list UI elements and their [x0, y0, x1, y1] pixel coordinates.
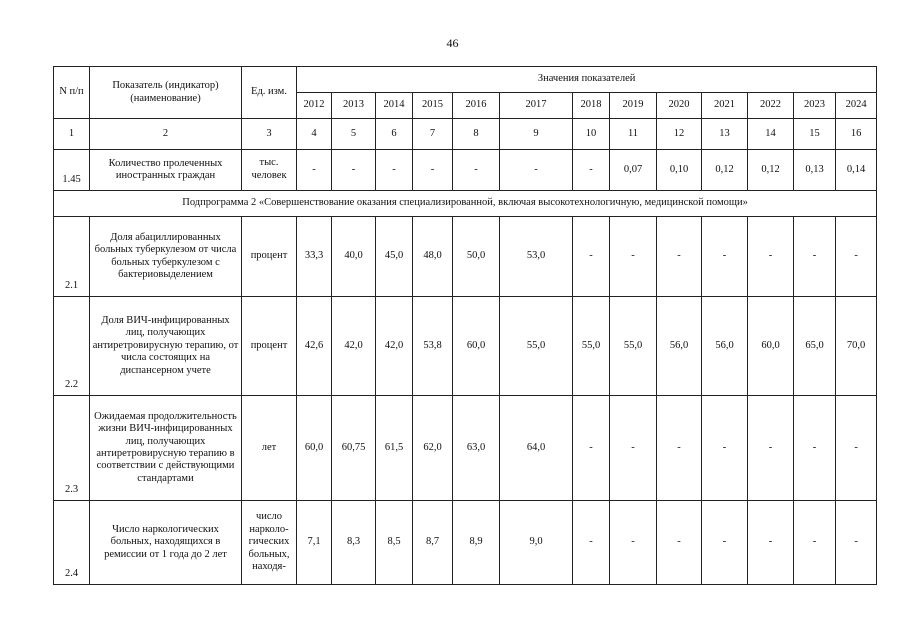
column-number: 10	[573, 119, 610, 150]
year-cell: 2024	[836, 93, 877, 119]
subprogram-row	[54, 191, 877, 217]
header-num: N п/п	[54, 67, 90, 119]
value-cell: -	[573, 150, 610, 191]
value-cell: -	[702, 501, 748, 585]
column-number: 14	[748, 119, 794, 150]
column-number: 6	[376, 119, 413, 150]
value-cell: -	[297, 150, 332, 191]
value-cell: 53,8	[413, 297, 453, 396]
value-cell: 62,0	[413, 396, 453, 501]
value-cell: -	[657, 501, 702, 585]
value-cell: -	[376, 150, 413, 191]
value-cell: 8,7	[413, 501, 453, 585]
value-cell: 60,0	[748, 297, 794, 396]
column-number: 7	[413, 119, 453, 150]
row-number: 2.2	[54, 297, 90, 396]
value-cell: 42,0	[332, 297, 376, 396]
value-cell: 40,0	[332, 217, 376, 297]
column-number: 1	[54, 119, 90, 150]
value-cell: 53,0	[500, 217, 573, 297]
year-cell: 2023	[794, 93, 836, 119]
value-cell: -	[610, 501, 657, 585]
table-row	[54, 150, 877, 191]
header-indicator: Показатель (индикатор) (наименование)	[90, 67, 242, 119]
value-cell: -	[702, 217, 748, 297]
value-cell: 61,5	[376, 396, 413, 501]
value-cell: 60,0	[297, 396, 332, 501]
value-cell: 8,3	[332, 501, 376, 585]
value-cell: 0,14	[836, 150, 877, 191]
value-cell: -	[610, 217, 657, 297]
value-cell: 56,0	[657, 297, 702, 396]
subprogram-title: Подпрограмма 2 «Совершенствование оказания специализированной, включая высокотехнологичную, медицинской помощи»	[54, 191, 877, 217]
year-cell: 2020	[657, 93, 702, 119]
page-number: 46	[446, 36, 459, 50]
value-cell: -	[702, 396, 748, 501]
column-number: 11	[610, 119, 657, 150]
value-cell: 60,0	[453, 297, 500, 396]
value-cell: -	[573, 501, 610, 585]
value-cell: 55,0	[573, 297, 610, 396]
column-number: 13	[702, 119, 748, 150]
column-number: 9	[500, 119, 573, 150]
column-number: 15	[794, 119, 836, 150]
value-cell: 33,3	[297, 217, 332, 297]
table-row	[54, 297, 877, 396]
year-cell: 2016	[453, 93, 500, 119]
table-row	[54, 501, 877, 585]
value-cell: -	[748, 501, 794, 585]
value-cell: -	[657, 396, 702, 501]
value-cell: 42,0	[376, 297, 413, 396]
value-cell: 64,0	[500, 396, 573, 501]
value-cell: 9,0	[500, 501, 573, 585]
year-cell: 2015	[413, 93, 453, 119]
column-number: 4	[297, 119, 332, 150]
header-unit: Ед. изм.	[242, 67, 297, 119]
indicators-table	[53, 66, 877, 585]
table-row	[54, 396, 877, 501]
value-cell: 42,6	[297, 297, 332, 396]
value-cell: -	[836, 217, 877, 297]
unit-cell: процент	[242, 217, 297, 297]
value-cell: 55,0	[500, 297, 573, 396]
column-number: 5	[332, 119, 376, 150]
value-cell: -	[748, 217, 794, 297]
value-cell: -	[836, 501, 877, 585]
unit-cell: число нарколо-гических больных, находя-	[242, 501, 297, 585]
indicator-name: Количество пролеченных иностранных граждан	[90, 150, 242, 191]
value-cell: 0,10	[657, 150, 702, 191]
value-cell: -	[610, 396, 657, 501]
column-number: 3	[242, 119, 297, 150]
value-cell: 7,1	[297, 501, 332, 585]
value-cell: 65,0	[794, 297, 836, 396]
value-cell: 56,0	[702, 297, 748, 396]
column-number: 16	[836, 119, 877, 150]
header-values: Значения показателей	[297, 67, 877, 93]
year-cell: 2019	[610, 93, 657, 119]
header-row	[54, 67, 877, 93]
value-cell: 8,9	[453, 501, 500, 585]
column-numbers-row	[54, 119, 877, 150]
value-cell: -	[573, 217, 610, 297]
column-number: 8	[453, 119, 500, 150]
value-cell: 70,0	[836, 297, 877, 396]
year-cell: 2013	[332, 93, 376, 119]
indicator-name: Ожидаемая продолжительность жизни ВИЧ-инфицированных лиц, получающих антиретровирусную терапию в соответствии с действующими стандартами	[90, 396, 242, 501]
year-cell: 2018	[573, 93, 610, 119]
unit-cell: тыс. человек	[242, 150, 297, 191]
year-cell: 2014	[376, 93, 413, 119]
row-number: 2.3	[54, 396, 90, 501]
value-cell: 48,0	[413, 217, 453, 297]
value-cell: 8,5	[376, 501, 413, 585]
year-cell: 2017	[500, 93, 573, 119]
value-cell: 0,07	[610, 150, 657, 191]
unit-cell: лет	[242, 396, 297, 501]
value-cell: -	[413, 150, 453, 191]
year-cell: 2021	[702, 93, 748, 119]
indicator-name: Доля абациллированных больных туберкулезом от числа больных туберкулезом с бактериовыделением	[90, 217, 242, 297]
column-number: 12	[657, 119, 702, 150]
row-number: 1.45	[54, 150, 90, 191]
value-cell: -	[794, 396, 836, 501]
value-cell: 0,13	[794, 150, 836, 191]
value-cell: -	[794, 501, 836, 585]
value-cell: 60,75	[332, 396, 376, 501]
value-cell: 50,0	[453, 217, 500, 297]
unit-cell: процент	[242, 297, 297, 396]
value-cell: -	[794, 217, 836, 297]
year-cell: 2022	[748, 93, 794, 119]
value-cell: 45,0	[376, 217, 413, 297]
value-cell: 0,12	[702, 150, 748, 191]
table-row	[54, 217, 877, 297]
column-number: 2	[90, 119, 242, 150]
indicator-name: Число наркологических больных, находящихся в ремиссии от 1 года до 2 лет	[90, 501, 242, 585]
row-number: 2.4	[54, 501, 90, 585]
row-number: 2.1	[54, 217, 90, 297]
value-cell: -	[332, 150, 376, 191]
value-cell: 63,0	[453, 396, 500, 501]
value-cell: -	[657, 217, 702, 297]
value-cell: -	[573, 396, 610, 501]
value-cell: 0,12	[748, 150, 794, 191]
year-cell: 2012	[297, 93, 332, 119]
value-cell: -	[500, 150, 573, 191]
value-cell: -	[453, 150, 500, 191]
value-cell: -	[836, 396, 877, 501]
value-cell: -	[748, 396, 794, 501]
value-cell: 55,0	[610, 297, 657, 396]
indicator-name: Доля ВИЧ-инфицированных лиц, получающих антиретровирусную терапию, от числа состоящих на диспансерном учете	[90, 297, 242, 396]
